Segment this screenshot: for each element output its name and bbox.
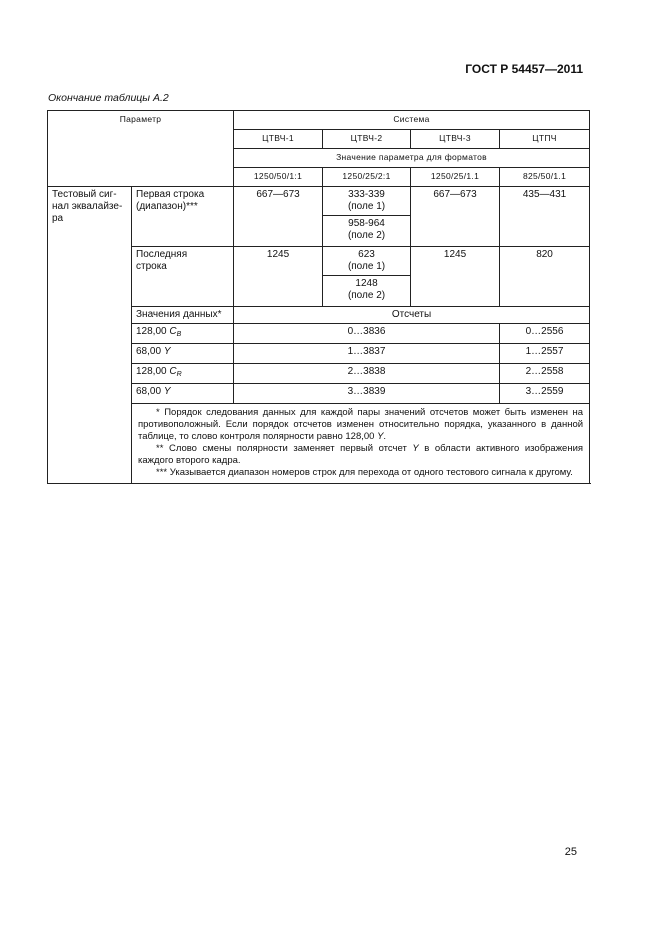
data-row-last: 3…2559 [500, 384, 590, 404]
last-row-c3: 1245 [411, 247, 500, 307]
first-row-c3: 667—673 [411, 187, 500, 247]
data-row-last: 0…2556 [500, 324, 590, 344]
data-row-last: 2…2558 [500, 364, 590, 384]
header-values-for-formats: Значение параметра для форматов [234, 149, 590, 168]
first-row-c2-field1: 333-339 (поле 1) [323, 187, 411, 216]
table-caption: Окончание таблицы А.2 [48, 92, 169, 104]
last-row-c2-field1: 623 (поле 1) [323, 247, 411, 276]
data-row-value: 1…3837 [234, 344, 500, 364]
data-row-label: 128,00 $C_R$ [132, 364, 234, 384]
data-row-label: 128,00 $C_B$ [132, 324, 234, 344]
data-values-header: Отсчеты [234, 307, 590, 324]
header-system-1: ЦТВЧ-1 [234, 130, 323, 149]
header-system-2: ЦТВЧ-2 [323, 130, 411, 149]
header-format-3: 1250/25/1.1 [411, 168, 500, 187]
data-row-label: 68,00 Y [132, 344, 234, 364]
header-format-1: 1250/50/1:1 [234, 168, 323, 187]
document-code: ГОСТ Р 54457—2011 [465, 62, 583, 76]
header-format-4: 825/50/1.1 [500, 168, 590, 187]
note-3: *** Указывается диапазон номеров строк для перехода от одного тестового сигнала к другому. [156, 467, 573, 478]
main-parameter-name: Тестовый сиг- нал эквалайзе- ра [52, 189, 123, 224]
first-row-label: Первая строка (диапазон)*** [132, 187, 234, 247]
first-row-c2-field2: 958-964 (поле 2) [323, 216, 411, 247]
header-system-3: ЦТВЧ-3 [411, 130, 500, 149]
data-row-label: 68,00 Y [132, 384, 234, 404]
header-system: Система [234, 111, 590, 130]
header-parameter: Параметр [48, 111, 234, 187]
data-table [47, 110, 590, 484]
last-row-c2-field2: 1248 (поле 2) [323, 276, 411, 307]
data-row-value: 2…3838 [234, 364, 500, 384]
header-format-2: 1250/25/2:1 [323, 168, 411, 187]
first-row-c4: 435—431 [500, 187, 590, 247]
note-1: * Порядок следования данных для каждой пары значений отсчетов может быть изменен на противоположный. Если порядок отсчетов изменен относительно порядка, указанного в данной таблице, то слово контроля полярности равно 128,00 Y. [138, 407, 584, 442]
main-parameter-cell [48, 187, 132, 484]
header-system-4: ЦТПЧ [500, 130, 590, 149]
first-row-c1: 667—673 [234, 187, 323, 247]
table-notes [132, 404, 590, 484]
last-row-label: Последняя строка [132, 247, 234, 307]
data-row-value: 3…3839 [234, 384, 500, 404]
data-row-last: 1…2557 [500, 344, 590, 364]
last-row-c4: 820 [500, 247, 590, 307]
data-row-value: 0…3836 [234, 324, 500, 344]
last-row-c1: 1245 [234, 247, 323, 307]
data-values-label: Значения данных* [132, 307, 234, 324]
note-2: ** Слово смены полярности заменяет первый отсчет Y в области активного изображения каждого второго кадра. [138, 443, 584, 466]
page-number: 25 [564, 846, 577, 858]
